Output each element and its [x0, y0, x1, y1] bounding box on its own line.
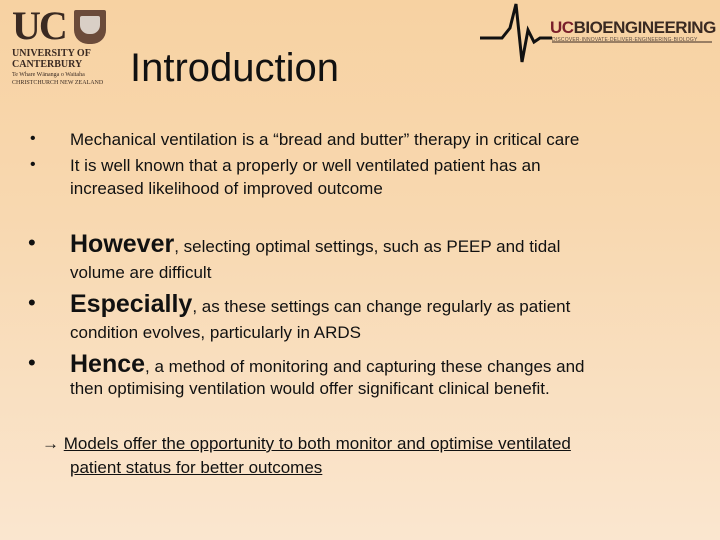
page-title: Introduction	[130, 46, 340, 90]
location-line: CHRISTCHURCH NEW ZEALAND	[12, 80, 104, 86]
university-line2: CANTERBURY	[12, 59, 83, 70]
uc-letters: UC	[12, 3, 66, 48]
brand-prefix: UC	[550, 18, 574, 37]
bullet-text-line2: increased likelihood of improved outcome	[70, 179, 383, 198]
bullet-text-line1: It is well known that a properly or well ventilated patient has an	[70, 156, 541, 175]
arrow-right-icon: →	[42, 434, 59, 453]
university-line1: UNIVERSITY OF	[12, 48, 91, 59]
emphasis-lead: Especially	[70, 290, 193, 318]
bullet-icon: •	[28, 230, 36, 255]
emphasis-line1	[70, 232, 710, 259]
bullet-icon: •	[30, 156, 36, 173]
bioengineering-logo	[480, 0, 716, 70]
crest-icon	[74, 10, 106, 44]
brand-word: BIOENGINEERING	[573, 18, 716, 37]
bullet-icon: •	[28, 350, 36, 375]
brand-tagline: DISCOVER·INNOVATE·DELIVER·ENGINEERING·BIOLOGY	[552, 37, 698, 43]
emphasis-rest: , as these settings can change regularly as patient	[192, 297, 571, 316]
conclusion-line1: Models offer the opportunity to both monitor and optimise ventilated	[63, 434, 571, 453]
conclusion	[42, 432, 571, 477]
emphasis-line2: condition evolves, particularly in ARDS	[70, 323, 362, 342]
emphasis-line2: then optimising ventilation would offer significant clinical benefit.	[70, 379, 550, 398]
emphasis-lead: Hence	[70, 350, 146, 378]
emphasis-line1	[70, 292, 710, 319]
emphasis-rest: , selecting optimal settings, such as PEEP and tidal	[174, 237, 561, 256]
emphasis-lead: However	[70, 230, 175, 258]
bullet-icon: •	[28, 290, 36, 315]
bullet-icon: •	[30, 130, 36, 147]
maori-name: Te Whare Wānanga o Waitaha	[12, 72, 85, 78]
emphasis-line1	[70, 352, 710, 379]
emphasis-line2: volume are difficult	[70, 263, 212, 282]
conclusion-line2: patient status for better outcomes	[70, 458, 323, 477]
bullet-text: Mechanical ventilation is a “bread and butter” therapy in critical care	[70, 130, 580, 149]
brand-name	[550, 18, 716, 38]
uc-logo	[8, 3, 108, 96]
emphasis-rest: , a method of monitoring and capturing these changes and	[145, 357, 585, 376]
